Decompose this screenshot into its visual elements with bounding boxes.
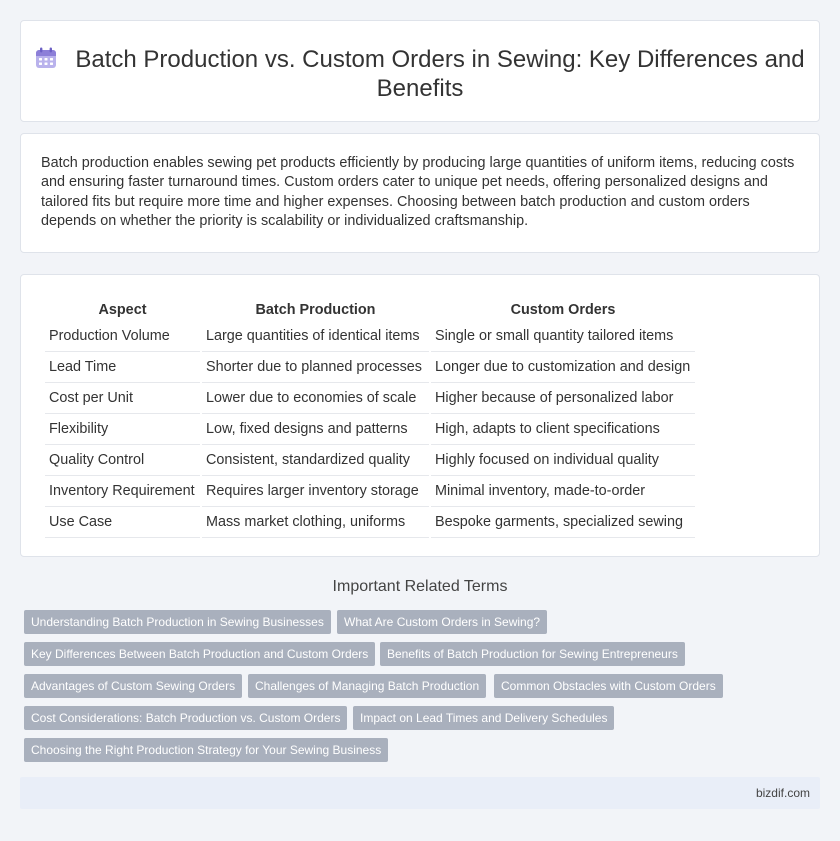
table-cell-custom: Bespoke garments, specialized sewing: [431, 507, 695, 538]
table-row: [45, 321, 695, 352]
table-cell-custom: High, adapts to client specifications: [431, 414, 695, 445]
related-tag-common-obstacles[interactable]: Common Obstacles with Custom Orders: [494, 674, 723, 698]
table-cell-batch: Requires larger inventory storage: [202, 476, 429, 507]
title-card: [20, 20, 820, 122]
intro-card: [20, 133, 820, 253]
related-tag-key-differences[interactable]: Key Differences Between Batch Production and Custom Orders: [24, 642, 375, 666]
related-tag-what-are-custom-orders[interactable]: What Are Custom Orders in Sewing?: [337, 610, 547, 634]
related-tag-choosing-strategy[interactable]: Choosing the Right Production Strategy for Your Sewing Business: [24, 738, 388, 762]
footer-site-link[interactable]: bizdif.com: [755, 786, 810, 800]
table-row: [45, 507, 695, 538]
footer: [20, 777, 820, 809]
table-cell-batch: Mass market clothing, uniforms: [202, 507, 429, 538]
header-batch-production: Batch Production: [255, 301, 376, 318]
table-cell-custom: Higher because of personalized labor: [431, 383, 695, 414]
header-aspect: Aspect: [98, 301, 147, 318]
related-tag-benefits-batch-production[interactable]: Benefits of Batch Production for Sewing Entrepreneurs: [380, 642, 685, 666]
table-row: [45, 445, 695, 476]
table-row: [45, 414, 695, 445]
page-title: Batch Production vs. Custom Orders in Sewing: Key Differences and Benefits: [75, 46, 805, 102]
page-title-wrap: [21, 45, 819, 103]
table-row: [45, 476, 695, 507]
table-cell-batch: Large quantities of identical items: [202, 321, 429, 352]
calendar-icon: [35, 47, 57, 69]
header-custom-orders: Custom Orders: [510, 301, 616, 318]
table-cell-batch: Lower due to economies of scale: [202, 383, 429, 414]
table-cell-aspect: Cost per Unit: [45, 383, 200, 414]
table-cell-batch: Shorter due to planned processes: [202, 352, 429, 383]
table-cell-batch: Low, fixed designs and patterns: [202, 414, 429, 445]
table-header-row: [45, 295, 695, 321]
table-cell-custom: Highly focused on individual quality: [431, 445, 695, 476]
table-cell-aspect: Quality Control: [45, 445, 200, 476]
related-terms-title: Important Related Terms: [332, 578, 508, 595]
table-cell-aspect: Flexibility: [45, 414, 200, 445]
table-row: [45, 383, 695, 414]
table-cell-aspect: Lead Time: [45, 352, 200, 383]
table-cell-custom: Minimal inventory, made-to-order: [431, 476, 695, 507]
table-cell-custom: Single or small quantity tailored items: [431, 321, 695, 352]
table-cell-custom: Longer due to customization and design: [431, 352, 695, 383]
related-tag-cost-considerations[interactable]: Cost Considerations: Batch Production vs. Custom Orders: [24, 706, 347, 730]
table-cell-batch: Consistent, standardized quality: [202, 445, 429, 476]
related-tag-understanding-batch-production[interactable]: Understanding Batch Production in Sewing Businesses: [24, 610, 331, 634]
comparison-table: [43, 295, 697, 538]
table-cell-aspect: Production Volume: [45, 321, 200, 352]
related-tag-advantages-custom-orders[interactable]: Advantages of Custom Sewing Orders: [24, 674, 242, 698]
related-tag-impact-lead-times[interactable]: Impact on Lead Times and Delivery Schedules: [353, 706, 614, 730]
related-tag-challenges-batch-production[interactable]: Challenges of Managing Batch Production: [248, 674, 486, 698]
table-cell-aspect: Use Case: [45, 507, 200, 538]
table-cell-aspect: Inventory Requirement: [45, 476, 200, 507]
table-row: [45, 352, 695, 383]
intro-paragraph: Batch production enables sewing pet products efficiently by producing large quantities of uniform items, reducing costs and ensuring faster turnaround times. Custom orders cater to unique pet needs, offering personalized designs and tailored fits but require more time and higher expenses. Choosing between batch production and custom orders depends on whether the priority is scalability or individualized craftsmanship.: [41, 155, 795, 230]
comparison-card: [20, 274, 820, 557]
